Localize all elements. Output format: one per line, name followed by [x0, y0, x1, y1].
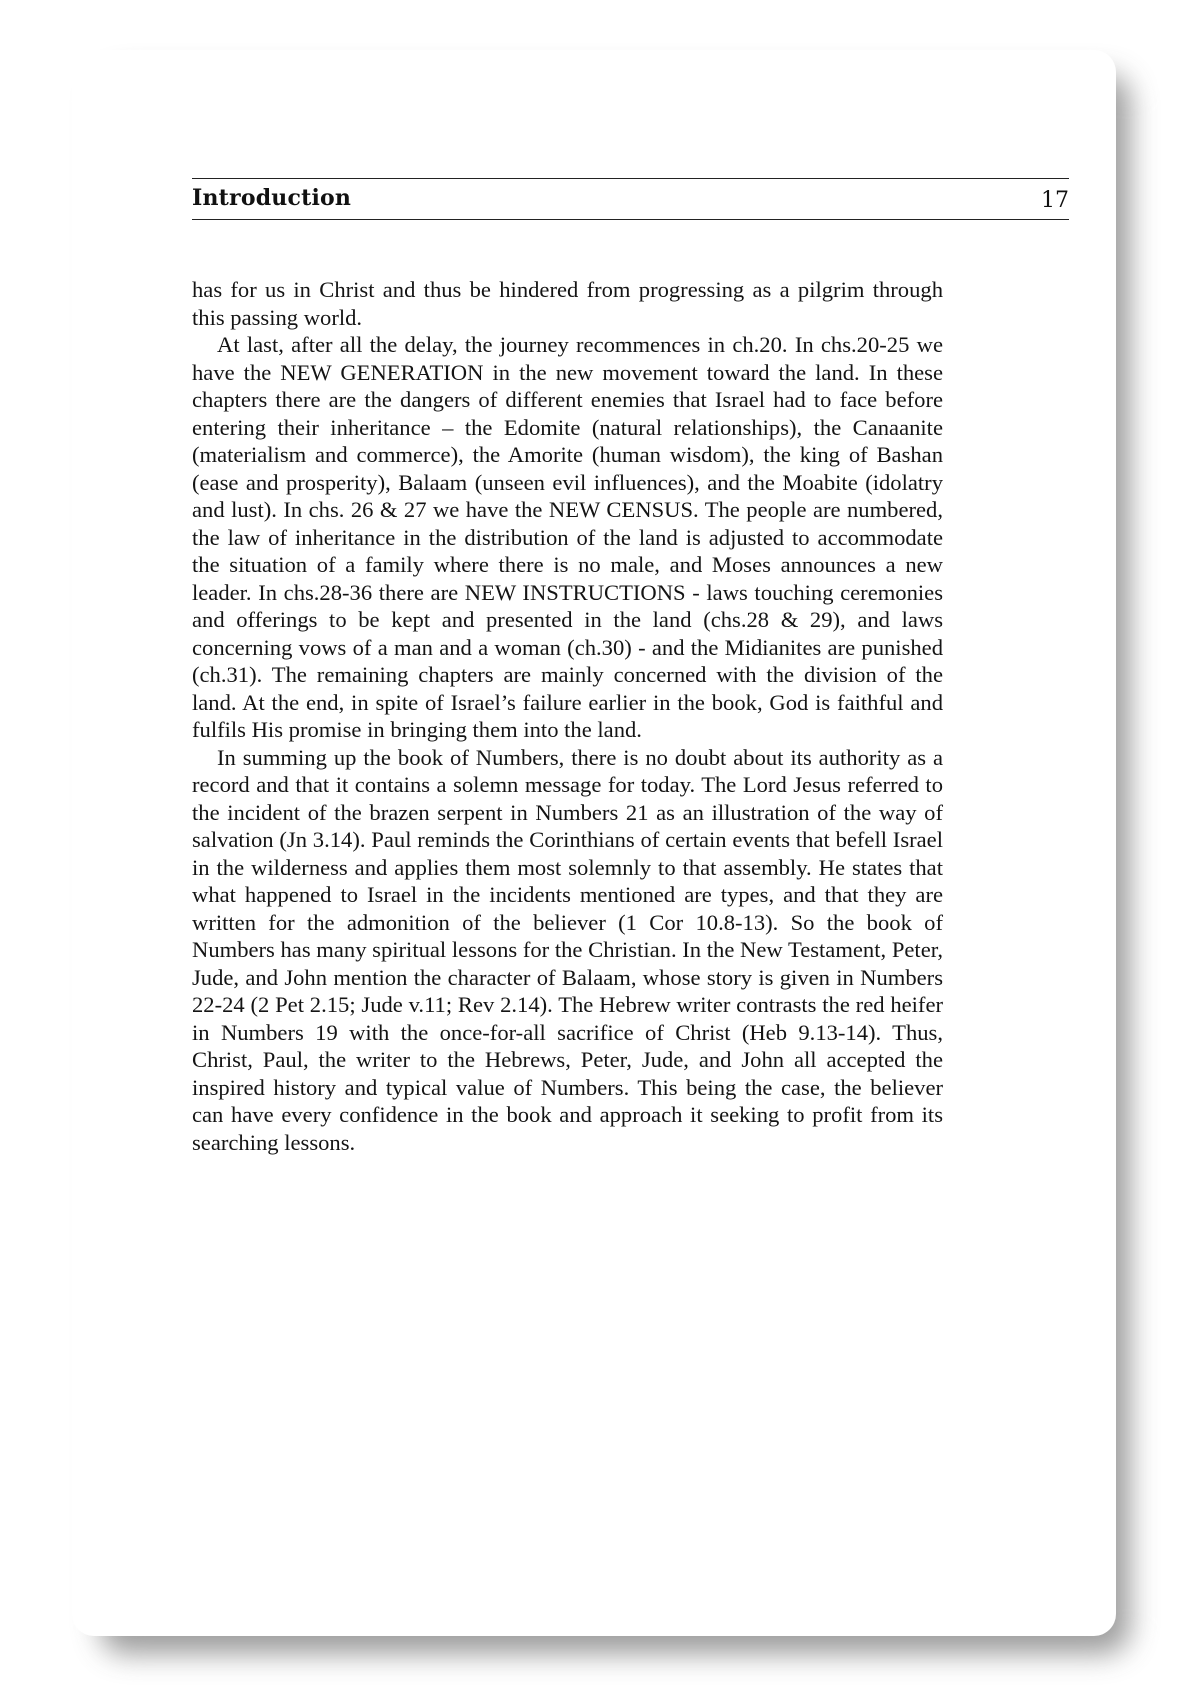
paragraph: In summing up the book of Numbers, there is no doubt about its authority as a record and that it contains a solemn message for today. The Lord Jesus referred to the incident of the brazen serpent in Numbers 21 as an illustration of the way of salvation (Jn 3.14). Paul reminds the Corinthians of certain events that befell Israel in the wilderness and applies them most solemnly to that assembly. He states that what happened to Israel in the incidents mentioned are types, and that they are written for the admonition of the believer (1 Cor 10.8-13). So the book of Numbers has many spiritual lessons for the Christian. In the New Testament, Peter, Jude, and John mention the character of Balaam, whose story is given in Numbers 22-24 (2 Pet 2.15; Jude v.11; Rev 2.14). The Hebrew writer contrasts the red heifer in Numbers 19 with the once-for-all sacrifice of Christ (Heb 9.13-14). Thus, Christ, Paul, the writer to the Hebrews, Peter, Jude, and John all accepted the inspired history and typical value of Numbers. This being the case, the believer can have every confidence in the book and approach it seeking to profit from its searching lessons.: [192, 744, 943, 1155]
document-page: [72, 50, 1116, 1636]
body-text: [192, 276, 943, 1156]
running-head-title: Introduction: [192, 185, 352, 211]
paragraph: At last, after all the delay, the journey recommences in ch.20. In chs.20-25 we have the NEW GENERATION in the new movement toward the land. In these chapters there are the dangers of different enemies that Israel had to face before entering their inheritance – the Edomite (natural relationships), the Canaanite (materialism and commerce), the Amorite (human wisdom), the king of Bashan (ease and prosperity), Balaam (unseen evil influences), and the Moabite (idolatry and lust). In chs. 26 & 27 we have the NEW CENSUS. The people are numbered, the law of inheritance in the distribution of the land is adjusted to accommodate the situation of a family where there is no male, and Moses announces a new leader. In chs.28-36 there are NEW INSTRUCTIONS - laws touching ceremonies and offerings to be kept and presented in the land (chs.28 & 29), and laws concerning vows of a man and a woman (ch.30) - and the Midianites are punished (ch.31). The remaining chapters are mainly concerned with the division of the land. At the end, in spite of Israel’s failure earlier in the book, God is faithful and fulfils His promise in bringing them into the land.: [192, 332, 943, 742]
page-number: 17: [1041, 188, 1069, 213]
paragraph: has for us in Christ and thus be hindered from progressing as a pilgrim through this passing world.: [192, 277, 943, 330]
running-head: [192, 178, 1069, 220]
